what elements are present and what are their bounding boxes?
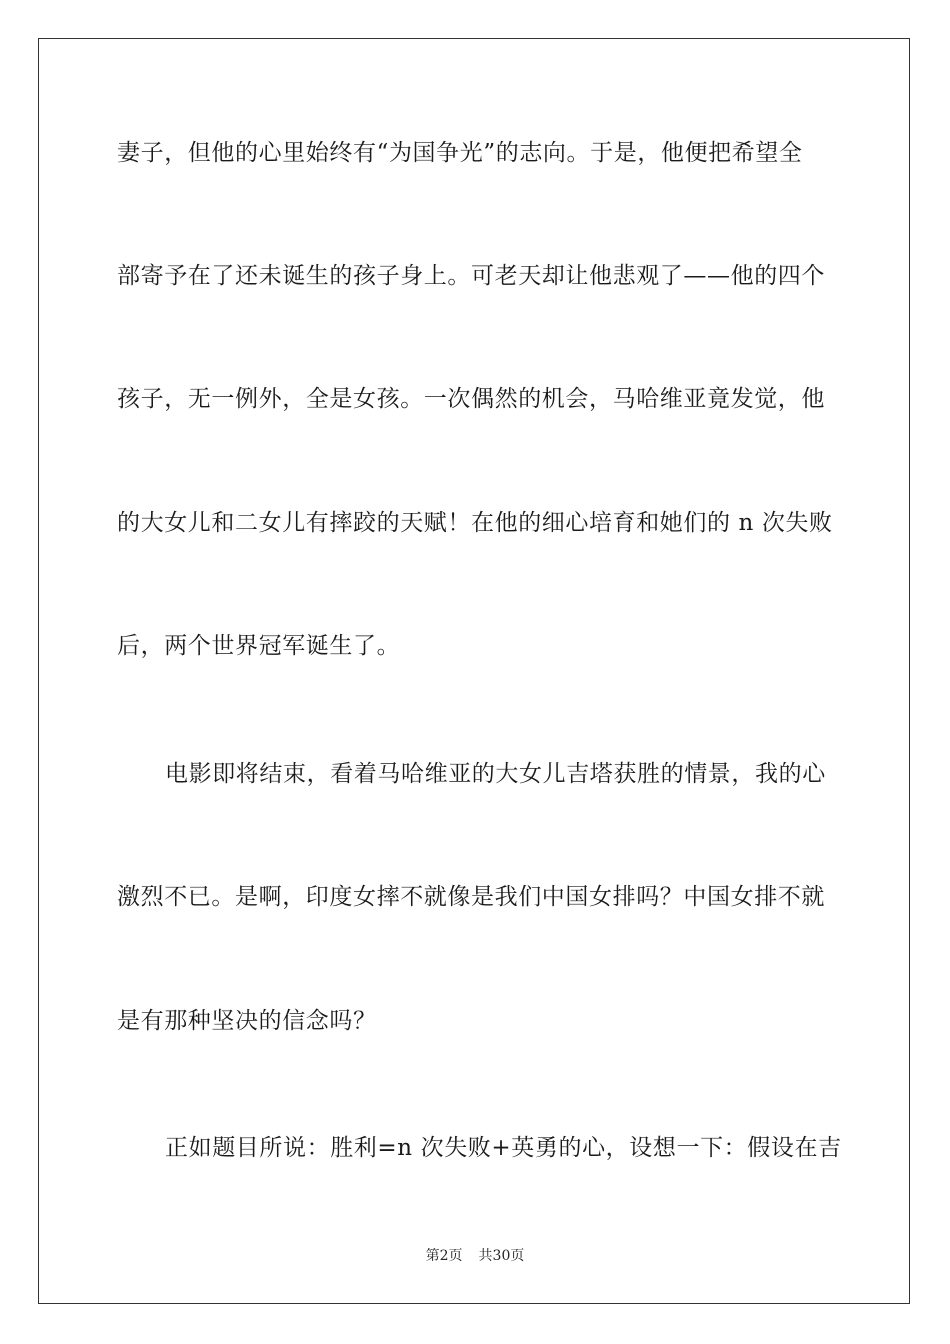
body-line-5: 后，两个世界冠军诞生了。	[117, 633, 401, 659]
body-line-7: 激烈不已。是啊，印度女摔不就像是我们中国女排吗？中国女排不就	[117, 884, 825, 910]
page-total: 共30页	[478, 1248, 525, 1264]
page-footer	[0, 1247, 950, 1265]
page-number: 第2页	[425, 1248, 463, 1264]
body-line-6: 电影即将结束，看着马哈维亚的大女儿吉塔获胜的情景，我的心	[165, 761, 826, 787]
body-line-9: 正如题目所说：胜利=n 次失败+英勇的心，设想一下：假设在吉	[165, 1135, 842, 1161]
body-line-2: 部寄予在了还未诞生的孩子身上。可老天却让他悲观了——他的四个	[117, 263, 825, 289]
body-line-3: 孩子，无一例外，全是女孩。一次偶然的机会，马哈维亚竟发觉，他	[117, 386, 825, 412]
page-border	[38, 38, 910, 1304]
body-line-4: 的大女儿和二女儿有摔跤的天赋！在他的细心培育和她们的 n 次失败	[117, 510, 833, 536]
body-line-1: 妻子，但他的心里始终有“为国争光”的志向。于是，他便把希望全	[117, 140, 803, 166]
body-line-8: 是有那种坚决的信念吗？	[117, 1008, 377, 1034]
